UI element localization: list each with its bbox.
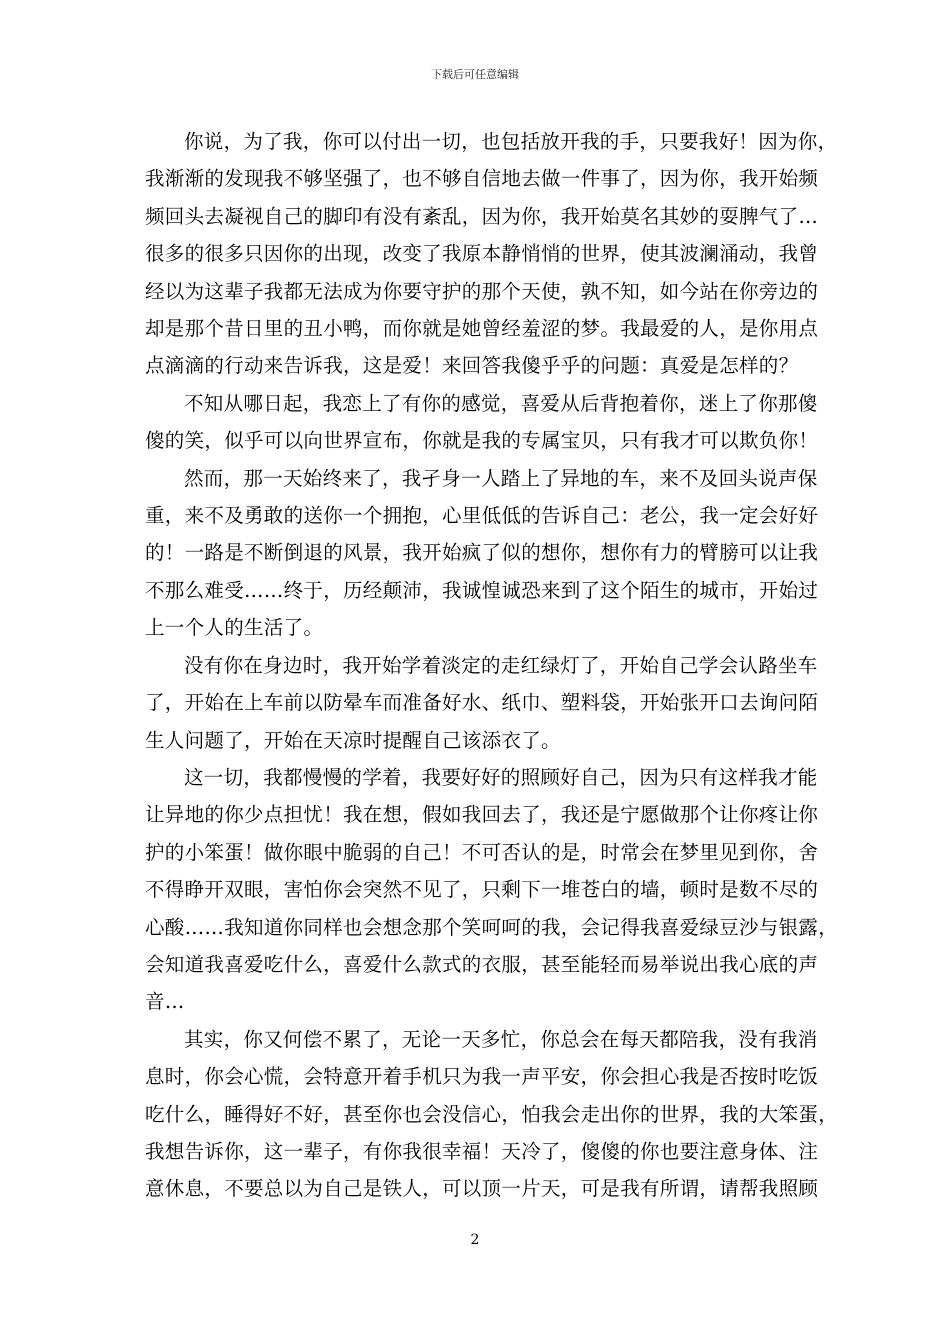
text-line: 频回头去凝视自己的脚印有没有紊乱，因为你，我开始莫名其妙的耍脾气了… bbox=[145, 204, 819, 228]
paragraph bbox=[145, 123, 838, 385]
text-line: 经以为这辈子我都无法成为你要守护的那个天使，孰不知，如今站在你旁边的 bbox=[145, 279, 819, 303]
text-line: 音… bbox=[145, 990, 185, 1014]
paragraph bbox=[145, 647, 819, 759]
text-line: 很多的很多只因你的出现，改变了我原本静悄悄的世界，使其波澜涌动，我曾 bbox=[145, 242, 819, 266]
text-line: 你说，为了我，你可以付出一切，也包括放开我的手，只要我好！因为你， bbox=[184, 130, 838, 153]
text-line: 这一切，我都慢慢的学着，我要好好的照顾好自己，因为只有这样我才能 bbox=[184, 765, 818, 789]
page-number: 2 bbox=[470, 1232, 480, 1248]
text-line: 我想告诉你，这一辈子，有你我很幸福！天冷了，傻傻的你也要注意身体、注 bbox=[145, 1139, 819, 1163]
text-line: 我渐渐的发现我不够坚强了，也不够自信地去做一件事了，因为你，我开始频 bbox=[145, 167, 819, 191]
text-line: 会知道我喜爱吃什么，喜爱什么款式的衣服，甚至能轻而易举说出我心底的声 bbox=[145, 952, 819, 976]
text-line: 却是那个昔日里的丑小鸭，而你就是她曾经羞涩的梦。我最爱的人，是你用点 bbox=[145, 317, 819, 341]
document-body bbox=[145, 123, 839, 1208]
text-line: 点滴滴的行动来告诉我，这是爱！来回答我傻乎乎的问题：真爱是怎样的？ bbox=[145, 354, 799, 378]
text-line: 了，开始在上车前以防晕车而准备好水、纸巾、塑料袋，开始张开口去询问陌 bbox=[145, 691, 819, 715]
text-line: 息时，你会心慌，会特意开着手机只为我一声平安，你会担心我是否按时吃饭 bbox=[145, 1065, 819, 1089]
paragraph bbox=[145, 385, 819, 460]
text-line: 意休息，不要总以为自己是铁人，可以顶一片天，可是我有所谓，请帮我照顾 bbox=[145, 1177, 819, 1201]
text-line: 其实，你又何偿不累了，无论一天多忙，你总会在每天都陪我，没有我消 bbox=[184, 1027, 818, 1051]
text-line: 吃什么，睡得好不好，甚至你也会没信心，怕我会走出你的世界，我的大笨蛋， bbox=[145, 1102, 839, 1126]
text-line: 然而，那一天始终来了，我孑身一人踏上了异地的车，来不及回头说声保 bbox=[184, 466, 818, 490]
text-line: 傻的笑，似乎可以向世界宣布，你就是我的专属宝贝，只有我才可以欺负你！ bbox=[145, 429, 819, 453]
text-line: 护的小笨蛋！做你眼中脆弱的自己！不可否认的是，时常会在梦里见到你，舍 bbox=[145, 840, 819, 864]
text-line: 不得睁开双眼，害怕你会突然不见了，只剩下一堆苍白的墙，顿时是数不尽的 bbox=[145, 878, 819, 902]
text-line: 心酸……我知道你同样也会想念那个笑呵呵的我，会记得我喜爱绿豆沙与银露， bbox=[145, 915, 839, 939]
paragraph bbox=[145, 460, 819, 647]
text-line: 不知从哪日起，我恋上了有你的感觉，喜爱从后背抱着你，迷上了你那傻 bbox=[184, 391, 818, 415]
text-line: 让异地的你少点担忧！我在想，假如我回去了，我还是宁愿做那个让你疼让你 bbox=[145, 803, 819, 827]
paragraph bbox=[145, 1021, 839, 1208]
text-line: 不那么难受……终于，历经颠沛，我诚惶诚恐来到了这个陌生的城市，开始过 bbox=[145, 578, 819, 602]
text-line: 没有你在身边时，我开始学着淡定的走红绿灯了，开始自己学会认路坐车 bbox=[184, 653, 818, 677]
text-line: 上一个人的生活了。 bbox=[145, 616, 324, 640]
text-line: 重，来不及勇敢的送你一个拥抱，心里低低的告诉自己：老公，我一定会好好 bbox=[145, 504, 819, 528]
page-header: 下载后可任意编辑 bbox=[431, 68, 519, 81]
text-line: 生人问题了，开始在天凉时提醒自己该添衣了。 bbox=[145, 728, 561, 752]
paragraph bbox=[145, 759, 839, 1021]
text-line: 的！一路是不断倒退的风景，我开始疯了似的想你，想你有力的臂膀可以让我 bbox=[145, 541, 819, 565]
